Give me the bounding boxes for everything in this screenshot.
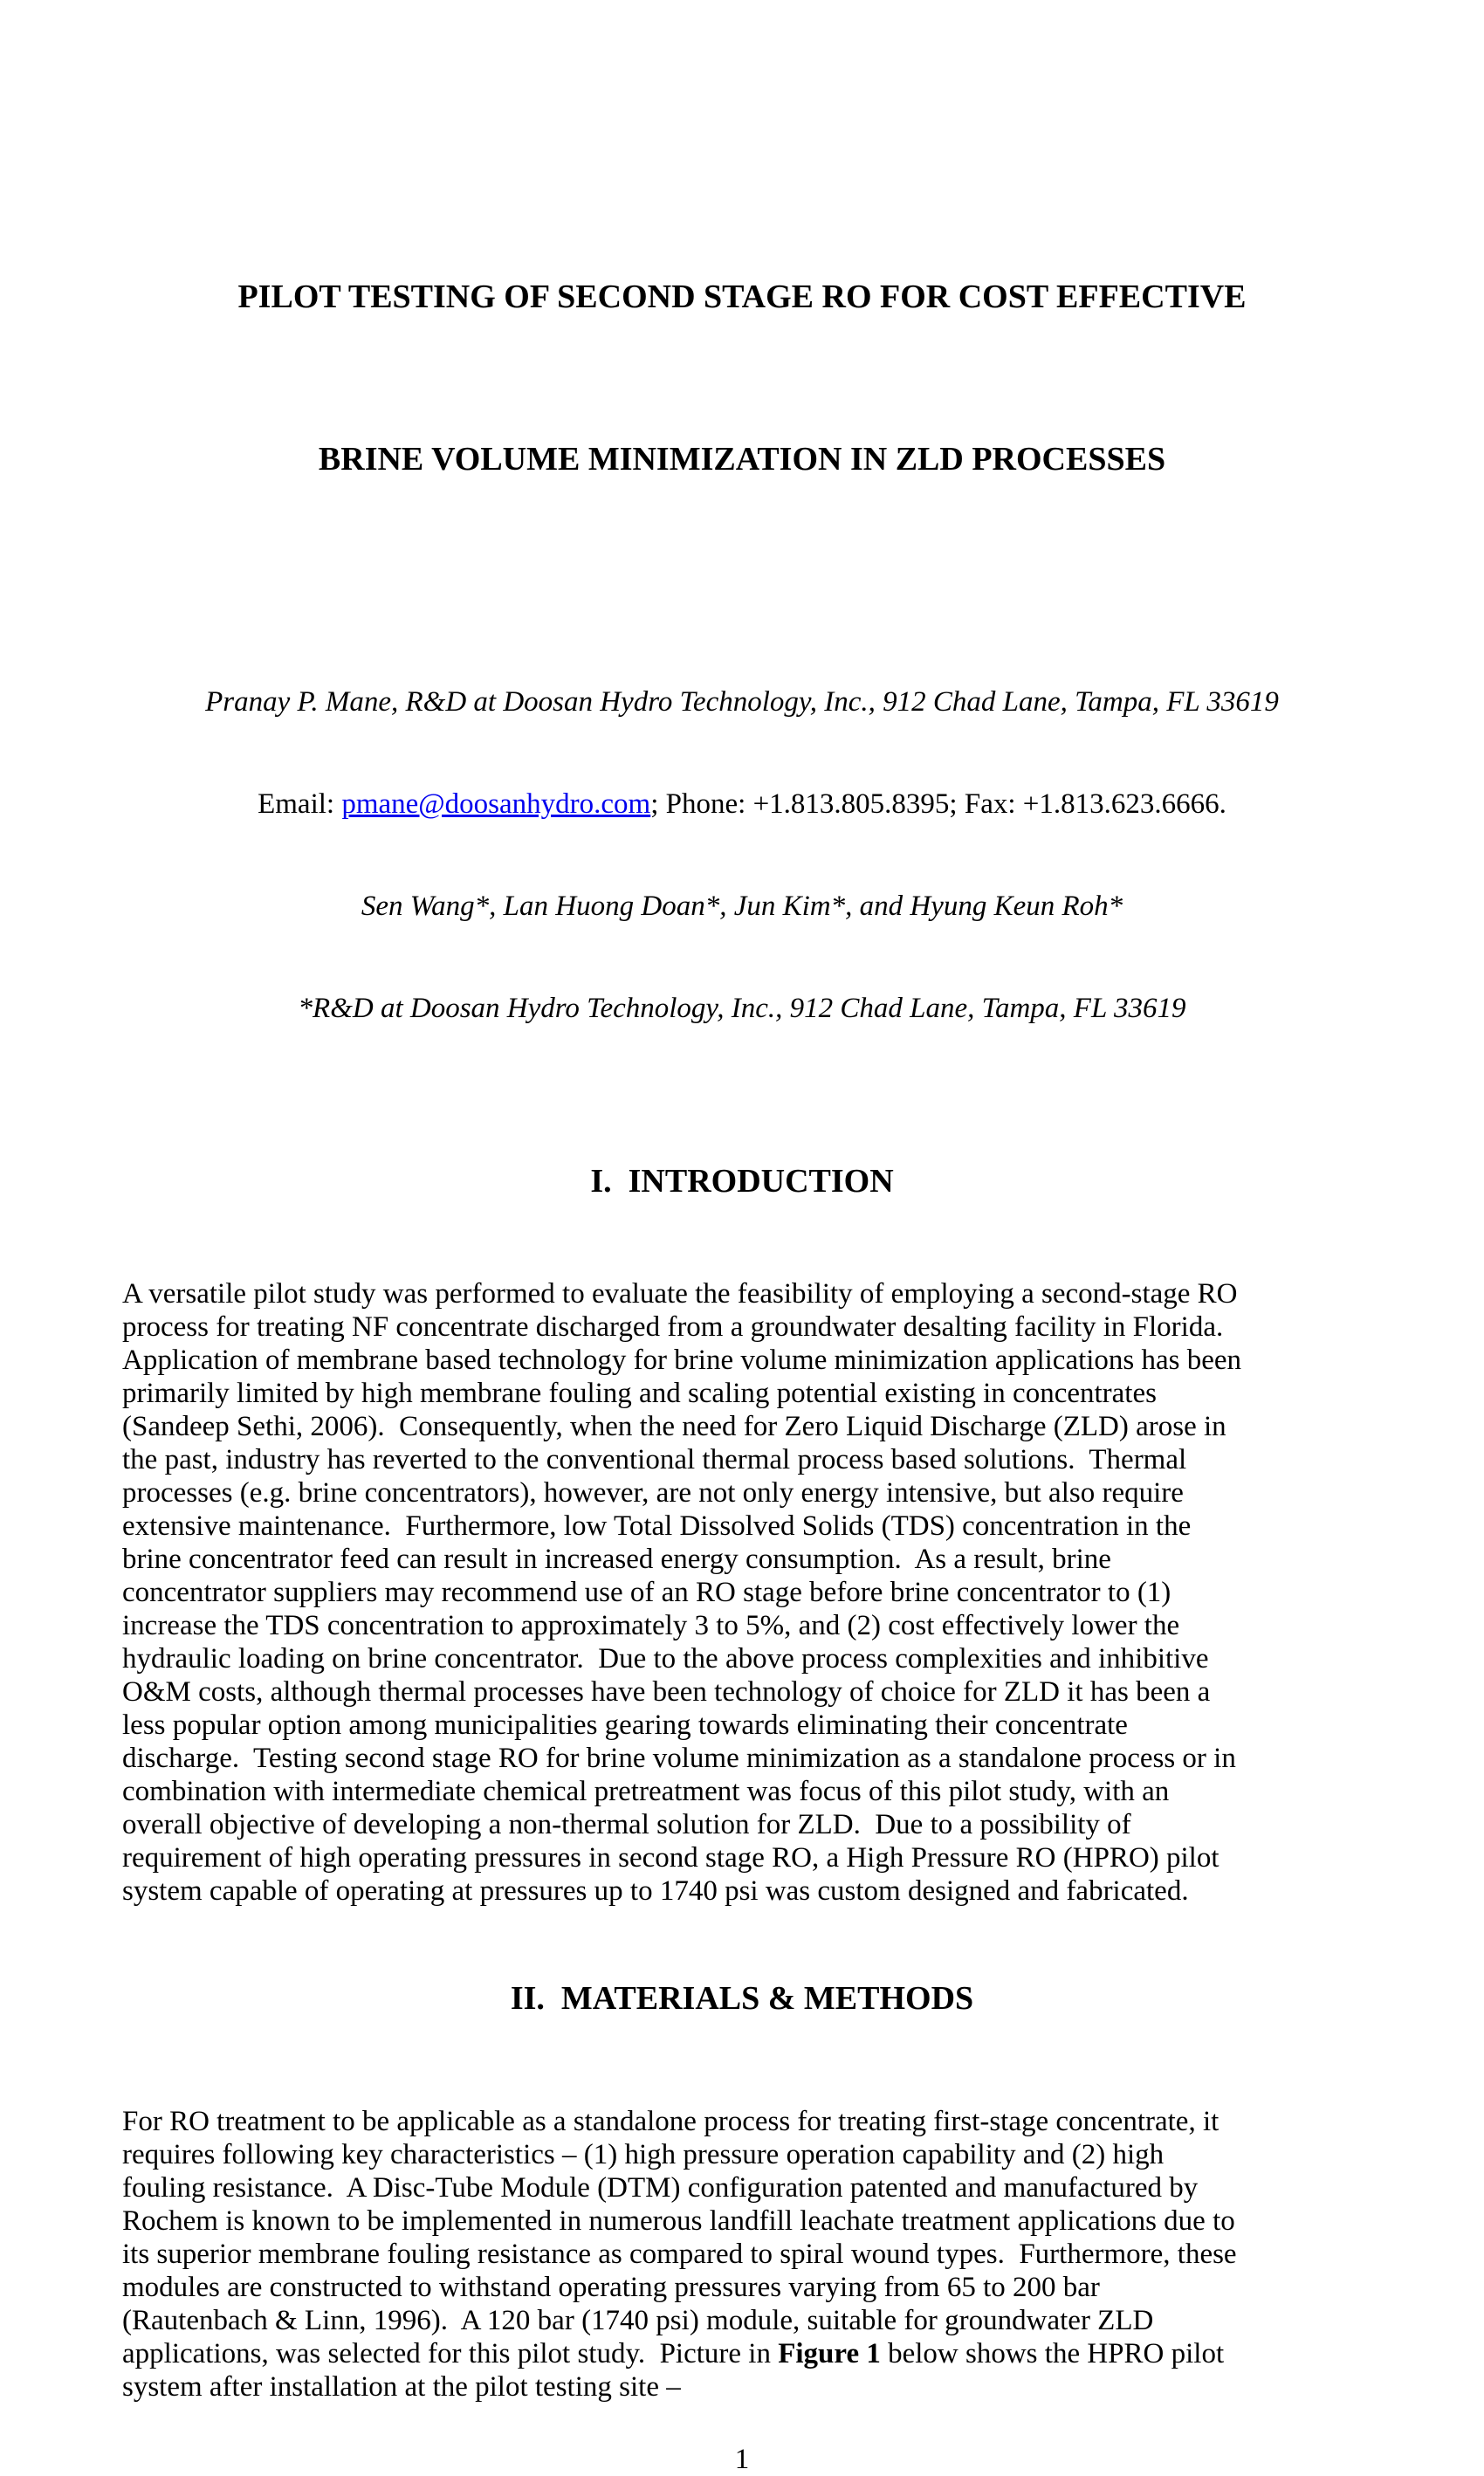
text-line: fouling resistance. A Disc-Tube Module (DTM) configuration patented and manufactured by <box>122 2172 1199 2204</box>
text-line: requires following key characteristics – (1) high pressure operation capability and (2) high <box>122 2139 1165 2170</box>
text-line: hydraulic loading on brine concentrator. Due to the above process complexities and inhibitive <box>122 1643 1209 1675</box>
text-line: For RO treatment to be applicable as a standalone process for treating first-stage concentrate, it <box>122 2106 1219 2137</box>
text-line: the past, industry has reverted to the conventional thermal process based solutions. Thermal <box>122 1444 1187 1475</box>
phone-fax-text: ; Phone: +1.813.805.8395; Fax: +1.813.623.6666. <box>650 788 1226 820</box>
document-title-line2: BRINE VOLUME MINIMIZATION IN ZLD PROCESSES <box>318 441 1166 478</box>
text-line: (Rautenbach & Linn, 1996). A 120 bar (1740 psi) module, suitable for groundwater ZLD <box>122 2305 1154 2336</box>
text-line: A versatile pilot study was performed to evaluate the feasibility of employing a second-stage RO <box>122 1278 1238 1310</box>
text-line: system capable of operating at pressures up to 1740 psi was custom designed and fabricated. <box>122 1875 1189 1907</box>
text-line: discharge. Testing second stage RO for brine volume minimization as a standalone process or in <box>122 1743 1236 1774</box>
text-line: system after installation at the pilot testing site – <box>122 2371 681 2403</box>
text-line: extensive maintenance. Furthermore, low Total Dissolved Solids (TDS) concentration in the <box>122 1510 1192 1542</box>
figure-line-pre: applications, was selected for this pilot study. Picture in <box>122 2338 779 2369</box>
email-label: Email: <box>258 788 342 820</box>
figure-reference: Figure 1 <box>778 2338 881 2369</box>
document-title <box>122 162 1362 595</box>
text-line: requirement of high operating pressures in second stage RO, a High Pressure RO (HPRO) pilot <box>122 1842 1219 1874</box>
page-number: 1 <box>734 2444 750 2475</box>
text-line-with-figure-ref <box>122 2337 1362 2370</box>
section-heading-materials-methods: II. MATERIALS & METHODS <box>510 1980 974 2017</box>
text-line: increase the TDS concentration to approximately 3 to 5%, and (2) cost effectively lower the <box>122 1610 1180 1641</box>
author-line-primary: Pranay P. Mane, R&D at Doosan Hydro Technology, Inc., 912 Chad Lane, Tampa, FL 33619 <box>205 686 1279 718</box>
methods-paragraph <box>122 2105 1362 2404</box>
text-line: its superior membrane fouling resistance as compared to spiral wound types. Furthermore, these <box>122 2239 1237 2270</box>
text-line: brine concentrator feed can result in increased energy consumption. As a result, brine <box>122 1544 1111 1575</box>
text-line: combination with intermediate chemical pretreatment was focus of this pilot study, with an <box>122 1776 1170 1807</box>
text-line: primarily limited by high membrane fouling and scaling potential existing in concentrates <box>122 1378 1157 1409</box>
text-line: modules are constructed to withstand operating pressures varying from 65 to 200 bar <box>122 2272 1100 2303</box>
section-heading-introduction: I. INTRODUCTION <box>590 1163 894 1200</box>
text-line: overall objective of developing a non-thermal solution for ZLD. Due to a possibility of <box>122 1809 1131 1840</box>
author-line-coauthors: Sen Wang*, Lan Huong Doan*, Jun Kim*, and Hyung Keun Roh* <box>361 891 1123 922</box>
page-content <box>0 162 1484 2476</box>
author-block <box>122 617 1362 1094</box>
text-line: concentrator suppliers may recommend use of an RO stage before brine concentrator to (1) <box>122 1577 1171 1608</box>
text-line: less popular option among municipalities gearing towards eliminating their concentrate <box>122 1709 1128 1741</box>
text-line: processes (e.g. brine concentrators), however, are not only energy intensive, but also require <box>122 1477 1184 1509</box>
author-line-affiliation: *R&D at Doosan Hydro Technology, Inc., 912 Chad Lane, Tampa, FL 33619 <box>298 993 1186 1024</box>
figure-line-post: below shows the HPRO pilot <box>880 2338 1225 2369</box>
contact-line <box>122 788 1362 822</box>
text-line: Rochem is known to be implemented in numerous landfill leachate treatment applications due to <box>122 2205 1235 2237</box>
document-page <box>0 162 1484 2475</box>
text-line: process for treating NF concentrate discharged from a groundwater desalting facility in Florida. <box>122 1311 1224 1343</box>
text-line: O&M costs, although thermal processes have been technology of choice for ZLD it has been a <box>122 1676 1211 1708</box>
text-line: (Sandeep Sethi, 2006). Consequently, when the need for Zero Liquid Discharge (ZLD) arose in <box>122 1411 1226 1442</box>
document-title-line1: PILOT TESTING OF SECOND STAGE RO FOR COST EFFECTIVE <box>237 279 1247 315</box>
text-line: Application of membrane based technology for brine volume minimization applications has been <box>122 1345 1242 1376</box>
email-link[interactable]: pmane@doosanhydro.com <box>341 788 651 820</box>
intro-paragraph <box>122 1277 1362 1908</box>
